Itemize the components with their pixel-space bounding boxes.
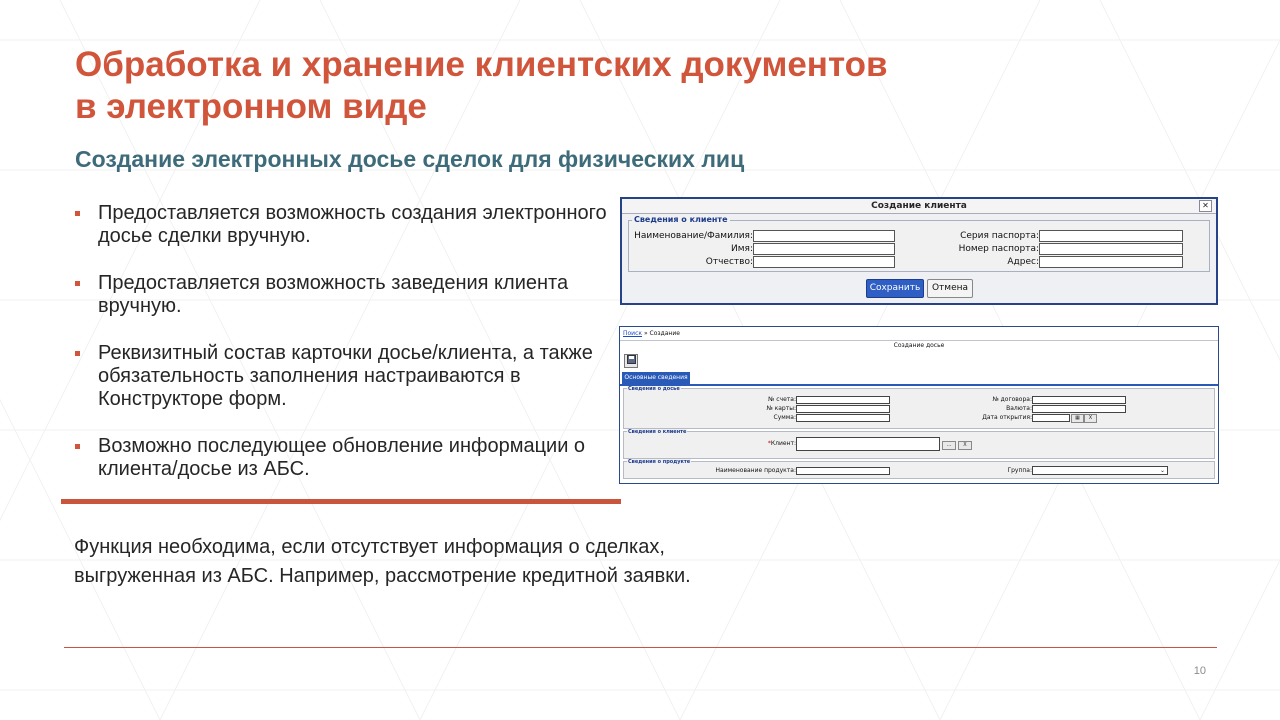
breadcrumb-current: Создание: [649, 330, 680, 337]
bullet-list: [75, 202, 615, 505]
calendar-icon[interactable]: ▦: [1071, 414, 1084, 423]
dossier-info-fieldset: [623, 388, 1215, 429]
address-input[interactable]: [1039, 256, 1183, 268]
bullet-marker: [75, 444, 80, 449]
bullet-text: Предоставляется возможность создания электронного досье сделки вручную.: [98, 202, 607, 247]
accent-divider: [61, 499, 621, 504]
required-mark: *: [767, 440, 771, 447]
client-label-text: Клиент:: [770, 440, 796, 447]
client-input[interactable]: [796, 437, 940, 451]
first-name-input[interactable]: [753, 243, 895, 255]
bullet-item: [75, 342, 615, 411]
currency-label: Валюта:: [1006, 405, 1032, 412]
dialog-title: Создание клиента: [871, 201, 967, 211]
footnote-text: Функция необходима, если отсутствует информация о сделках, выгруженная из АБС. Например, рассмотрение кредитной заявки.: [74, 536, 691, 587]
passport-series-label: Серия паспорта:: [960, 231, 1039, 241]
chevron-down-icon: ⌄: [1159, 467, 1165, 474]
form-title: Создание досье: [893, 342, 945, 349]
card-number-input[interactable]: [796, 405, 890, 413]
bullet-text: Возможно последующее обновление информации о клиента/досье из АБС.: [98, 435, 586, 480]
product-name-input[interactable]: [796, 467, 890, 475]
group-select[interactable]: [1032, 466, 1168, 475]
cancel-button[interactable]: Отмена: [927, 279, 973, 298]
amount-label: Сумма:: [773, 414, 796, 421]
date-clear-icon[interactable]: X: [1084, 414, 1097, 423]
bullet-marker: [75, 211, 80, 216]
bullet-text: Предоставляется возможность заведения клиента вручную.: [98, 272, 569, 317]
dossier-info-legend: Сведения о досье: [628, 386, 680, 392]
bullet-item: [75, 272, 615, 318]
save-icon[interactable]: [624, 354, 638, 368]
floppy-icon: [627, 355, 636, 364]
footer-line: [64, 647, 1217, 648]
create-client-dialog: [620, 197, 1218, 305]
tab-basic-info[interactable]: Основные сведения: [622, 372, 690, 384]
first-name-label: Имя:: [731, 244, 753, 254]
tab-strip: [620, 384, 1218, 386]
breadcrumb: [623, 330, 680, 337]
card-number-label: № карты:: [766, 405, 796, 412]
bullet-marker: [75, 281, 80, 286]
group-label: Группа:: [1007, 467, 1032, 474]
breadcrumb-divider: [620, 340, 1218, 341]
page-number: 10: [1193, 665, 1206, 677]
bullet-marker: [75, 351, 80, 356]
passport-number-label: Номер паспорта:: [958, 244, 1039, 254]
middle-name-input[interactable]: [753, 256, 895, 268]
last-name-label: Наименование/Фамилия:: [634, 231, 753, 241]
client-info-fieldset: [628, 215, 1210, 272]
create-dossier-form: [619, 326, 1219, 484]
product-name-label: Наименование продукта:: [715, 467, 796, 474]
slide-subtitle: Создание электронных досье сделок для физических лиц: [75, 146, 745, 172]
last-name-input[interactable]: [753, 230, 895, 242]
contract-number-label: № договора:: [992, 396, 1032, 403]
client-info-section: [623, 431, 1215, 459]
passport-number-input[interactable]: [1039, 243, 1183, 255]
middle-name-label: Отчество:: [705, 257, 753, 267]
client-info-legend: Сведения о клиенте: [634, 215, 728, 224]
dialog-titlebar: [622, 199, 1216, 214]
title-line-2: в электронном виде: [75, 87, 427, 126]
account-number-label: № счета:: [768, 396, 796, 403]
amount-input[interactable]: [796, 414, 890, 422]
breadcrumb-separator: »: [643, 330, 648, 337]
title-line-1: Обработка и хранение клиентских документов: [75, 45, 888, 84]
bullet-text: Реквизитный состав карточки досье/клиента, а также обязательность заполнения настраиваются в Конструкторе форм.: [98, 342, 593, 410]
slide-title: [75, 44, 1075, 128]
account-number-input[interactable]: [796, 396, 890, 404]
open-date-label: Дата открытия:: [982, 414, 1032, 421]
client-section-legend: Сведения о клиенте: [628, 429, 687, 435]
passport-series-input[interactable]: [1039, 230, 1183, 242]
client-label: [734, 440, 796, 447]
save-button[interactable]: Сохранить: [866, 279, 924, 298]
product-section-legend: Сведения о продукте: [628, 459, 691, 465]
open-date-input[interactable]: [1032, 414, 1070, 422]
product-info-section: [623, 461, 1215, 479]
address-label: Адрес:: [1007, 257, 1039, 267]
breadcrumb-search-link[interactable]: Поиск: [623, 330, 643, 337]
client-picker-button[interactable]: ...: [942, 441, 956, 450]
close-icon[interactable]: ✕: [1199, 200, 1212, 212]
bullet-item: [75, 435, 615, 481]
currency-input[interactable]: [1032, 405, 1126, 413]
bullet-item: [75, 202, 615, 248]
client-clear-button[interactable]: X: [958, 441, 972, 450]
contract-number-input[interactable]: [1032, 396, 1126, 404]
